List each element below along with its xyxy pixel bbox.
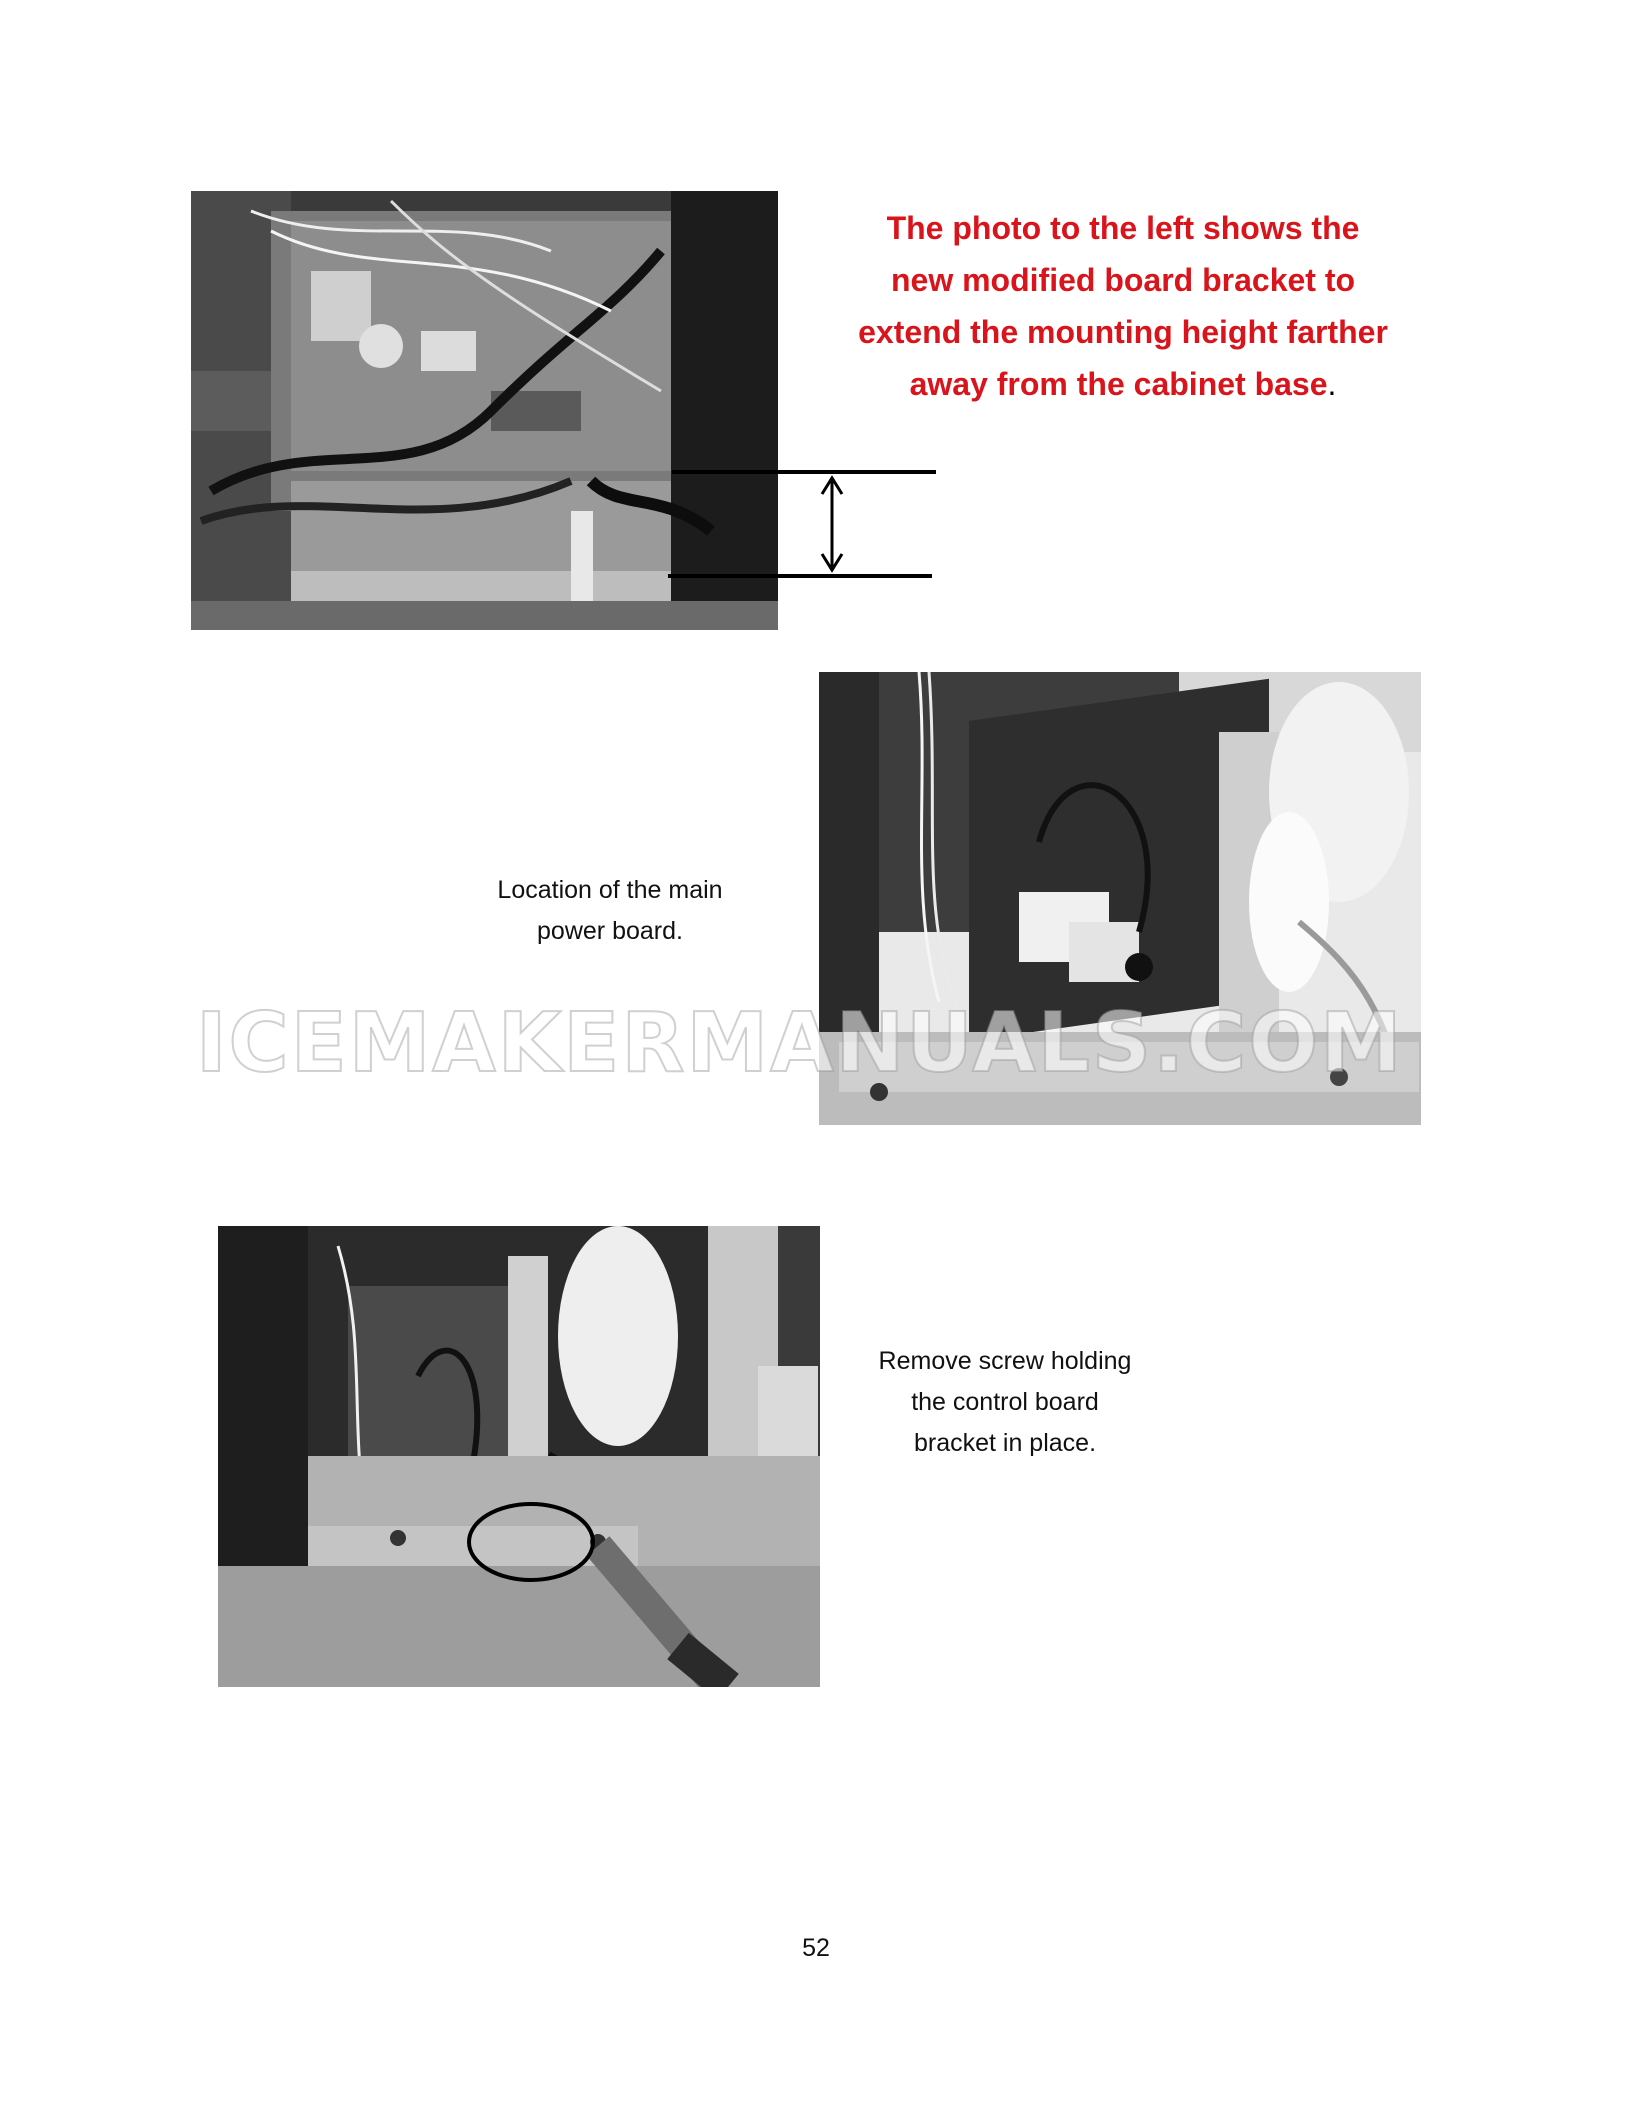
power-board-caption-line-2: power board. [537,917,683,945]
height-measurement-arrow [668,466,938,584]
power-board-caption [440,870,780,952]
page-number: 52 [802,1934,830,1962]
bracket-caption-line-1: The photo to the left shows the [886,210,1360,246]
bracket-caption-line-4: away from the cabinet base [909,366,1328,402]
bracket-caption [828,202,1418,410]
remove-screw-caption-line-2: the control board [911,1388,1099,1416]
power-board-location-photo [819,672,1421,1125]
power-board-caption-line-1: Location of the main [497,876,723,904]
bracket-caption-line-2: new modified board bracket to [890,262,1356,298]
bracket-caption-period: . [1327,366,1337,402]
bracket-caption-line-3: extend the mounting height farther [858,314,1388,350]
watermark: ICEMAKERMANUALS.COM [196,996,1404,1091]
remove-screw-caption-line-1: Remove screw holding [878,1347,1132,1375]
remove-screw-photo [218,1226,820,1687]
remove-screw-caption [845,1341,1165,1464]
remove-screw-caption-line-3: bracket in place. [913,1429,1097,1457]
